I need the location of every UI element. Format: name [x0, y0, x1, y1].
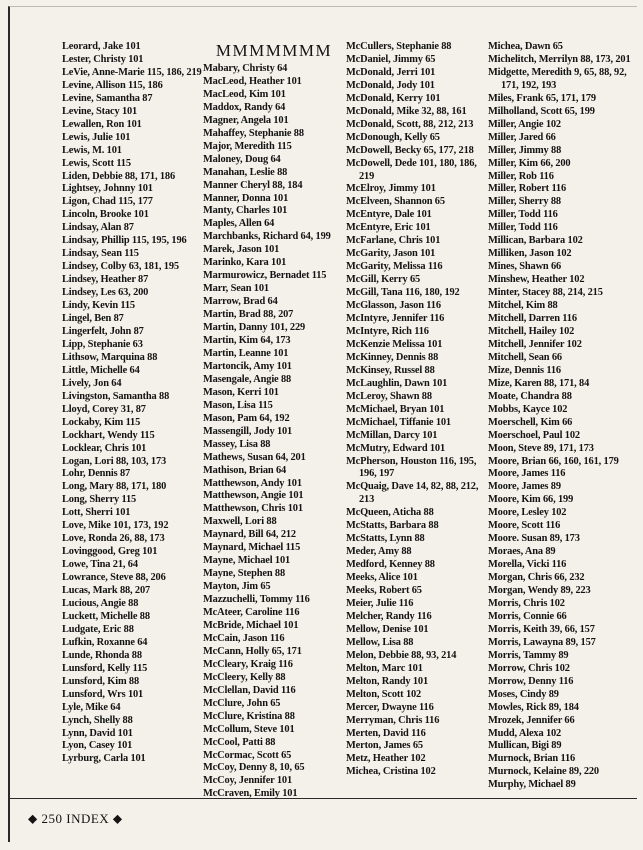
index-entry: Martin, Leanne 101 — [203, 347, 289, 359]
index-entry: Michea, Dawn 65 — [488, 41, 563, 52]
index-entry: Magner, Angela 101 — [203, 114, 289, 126]
index-entry: McKenzie Melissa 101 — [346, 338, 443, 350]
index-entry: Mitchel, Kim 88 — [488, 300, 558, 312]
index-entry: McGarity, Jason 101 — [346, 248, 436, 260]
index-entry: Lott, Sherri 101 — [62, 507, 131, 519]
index-entry: Merten, David 116 — [346, 727, 426, 739]
page-footer — [28, 810, 123, 827]
index-entry: Marrow, Brad 64 — [203, 296, 278, 308]
index-entry: McQuaig, Dave 14, 82, 88, 212, 213 — [346, 481, 479, 506]
index-entry: Martoncik, Amy 101 — [203, 360, 292, 372]
index-entry: Miller, Jared 66 — [488, 131, 556, 143]
index-entry: Mize, Karen 88, 171, 84 — [488, 377, 590, 389]
index-entry: Morris, Chris 102 — [488, 597, 565, 609]
index-entry: McFarlane, Chris 101 — [346, 235, 441, 247]
index-entry: Lohr, Dennis 87 — [62, 468, 131, 480]
index-entry: Levine, Samantha 87 — [62, 92, 153, 104]
index-entry: Mabary, Christy 64 — [203, 63, 288, 74]
index-entry: McCleery, Kelly 88 — [203, 671, 286, 683]
index-entry: Ligon, Chad 115, 177 — [62, 196, 153, 208]
index-entry: Moon, Steve 89, 171, 173 — [488, 442, 594, 454]
index-entry: McCann, Holly 65, 171 — [203, 645, 302, 657]
index-entry: McStatts, Barbara 88 — [346, 520, 439, 532]
index-entry: Mason, Kerri 101 — [203, 386, 279, 398]
index-entry: Lindy, Kevin 115 — [62, 300, 135, 312]
index-entry: Martin, Kim 64, 173 — [203, 335, 291, 347]
index-entry: McStatts, Lynn 88 — [346, 533, 425, 545]
index-entry: Mayton, Jim 65 — [203, 581, 271, 593]
index-entry: Miller, Angie 102 — [488, 118, 561, 130]
index-entry: McBride, Michael 101 — [203, 619, 299, 631]
index-entry: Maynard, Michael 115 — [203, 542, 301, 554]
index-entry: Lyrburg, Carla 101 — [62, 753, 146, 765]
index-entry: McDonald, Jody 101 — [346, 79, 435, 91]
index-entry: Meier, Julie 116 — [346, 597, 414, 609]
index-entry: Lindsey, Les 63, 200 — [62, 287, 149, 299]
index-entry: Manner, Donna 101 — [203, 192, 289, 204]
index-entry: McCollum, Steve 101 — [203, 723, 295, 735]
index-entry: Lunsford, Wrs 101 — [62, 688, 144, 700]
index-entry: Masengale, Angie 88 — [203, 373, 292, 385]
index-entry: Morgan, Wendy 89, 223 — [488, 585, 591, 597]
index-entry: Melton, Marc 101 — [346, 662, 423, 674]
index-entry: Levine, Stacy 101 — [62, 105, 138, 117]
index-entry: Mullican, Bigi 89 — [488, 740, 562, 752]
index-entry: McLeroy, Shawn 88 — [346, 390, 432, 402]
index-entry: Maddox, Randy 64 — [203, 101, 286, 113]
index-entry: Melton, Scott 102 — [346, 688, 422, 700]
index-entry: Mitchell, Jennifer 102 — [488, 338, 582, 350]
index-entry: Lloyd, Corey 31, 87 — [62, 403, 146, 415]
index-entry: Mitchell, Sean 66 — [488, 351, 562, 363]
index-entry: Maples, Allen 64 — [203, 218, 275, 230]
index-entry: Martin, Brad 88, 207 — [203, 309, 294, 321]
footer-rule — [10, 798, 637, 799]
index-entry: Moore. Susan 89, 173 — [488, 533, 580, 545]
index-entry: Lunsford, Kelly 115 — [62, 662, 148, 674]
index-entry: Mellow, Denise 101 — [346, 623, 429, 635]
index-entry: McAteer, Caroline 116 — [203, 607, 300, 619]
index-entry: Lindsey, Heather 87 — [62, 274, 149, 286]
index-entry: Lyon, Casey 101 — [62, 740, 133, 752]
index-entry: McPherson, Houston 116, 195, 196, 197 — [346, 455, 477, 480]
index-entry: Michea, Cristina 102 — [346, 766, 436, 778]
section-heading: MMMMMMM — [215, 41, 333, 60]
index-entry: Miller, Todd 116 — [488, 222, 558, 234]
index-column-1 — [62, 41, 204, 766]
index-entry: McCraven, Emily 101 — [203, 788, 298, 800]
index-entry: Major, Meredith 115 — [203, 140, 292, 152]
index-entry: Love, Mike 101, 173, 192 — [62, 520, 169, 532]
index-entry: McCool, Patti 88 — [203, 736, 276, 748]
index-entry: Mercer, Dwayne 116 — [346, 701, 434, 713]
index-entry: Maynard, Bill 64, 212 — [203, 529, 296, 541]
index-entry: Logan, Lori 88, 103, 173 — [62, 455, 167, 467]
index-entry: Lufkin, Roxanne 64 — [62, 636, 148, 648]
index-entry: McMillan, Darcy 101 — [346, 429, 438, 441]
index-entry: McClellan, David 116 — [203, 684, 296, 696]
index-entry: Lynch, Shelly 88 — [62, 714, 133, 726]
index-entry: Lunde, Rhonda 88 — [62, 649, 142, 661]
index-entry: McGlasson, Jason 116 — [346, 300, 441, 312]
index-entry: Milholland, Scott 65, 199 — [488, 105, 595, 117]
index-entry: Meder, Amy 88 — [346, 546, 412, 558]
index-entry: Mitchell, Hailey 102 — [488, 325, 575, 337]
index-entry: Mason, Pam 64, 192 — [203, 412, 290, 424]
index-entry: McDaniel, Jimmy 65 — [346, 53, 436, 65]
index-entry: Miller, Kim 66, 200 — [488, 157, 571, 169]
index-entry: Manty, Charles 101 — [203, 205, 288, 217]
index-entry: McEntyre, Eric 101 — [346, 222, 431, 234]
index-entry: Lightsey, Johnny 101 — [62, 183, 153, 195]
index-entry: Moore, Lesley 102 — [488, 507, 567, 519]
index-entry: Lewis, M. 101 — [62, 144, 122, 156]
index-entry: Morris, Keith 39, 66, 157 — [488, 623, 595, 635]
page-number: 250 — [41, 811, 63, 827]
index-entry: Miles, Frank 65, 171, 179 — [488, 92, 596, 104]
index-entry: McIntyre, Rich 116 — [346, 325, 429, 337]
index-entry: Murnock, Kelaine 89, 220 — [488, 766, 599, 778]
index-entry: Miller, Sherry 88 — [488, 196, 561, 208]
index-entry: McDowell, Becky 65, 177, 218 — [346, 144, 474, 156]
index-entry: Metz, Heather 102 — [346, 753, 426, 765]
footer-label: INDEX — [66, 811, 110, 827]
index-entry: Morris, Lawayna 89, 157 — [488, 636, 596, 648]
index-entry: Lincoln, Brooke 101 — [62, 209, 149, 221]
index-entry: Maloney, Doug 64 — [203, 153, 281, 165]
index-entry: Morgan, Chris 66, 232 — [488, 572, 585, 584]
index-entry: Lowrance, Steve 88, 206 — [62, 572, 166, 584]
index-entry: Mobbs, Kayce 102 — [488, 403, 568, 415]
index-entry: McIntyre, Jennifer 116 — [346, 313, 445, 325]
index-entry: Morris, Connie 66 — [488, 610, 567, 622]
index-entry: McLaughlin, Dawn 101 — [346, 377, 448, 389]
index-entry: Lindsey, Colby 63, 181, 195 — [62, 261, 179, 273]
index-entry: Michelitch, Merrilyn 88, 173, 201 — [488, 53, 631, 65]
index-entry: Lucas, Mark 88, 207 — [62, 585, 151, 597]
index-entry: Lipp, Stephanie 63 — [62, 338, 143, 350]
index-entry: Mrozek, Jennifer 66 — [488, 714, 575, 726]
index-entry: Liden, Debbie 88, 171, 186 — [62, 170, 176, 182]
index-entry: McGarity, Melissa 116 — [346, 261, 443, 273]
index-entry: Massey, Lisa 88 — [203, 438, 271, 450]
index-entry: Leorard, Jake 101 — [62, 41, 141, 52]
index-entry: Marchbanks, Richard 64, 199 — [203, 231, 331, 243]
index-entry: Levine, Allison 115, 186 — [62, 79, 163, 91]
index-entry: Mitchell, Darren 116 — [488, 313, 577, 325]
index-entry: Mathews, Susan 64, 201 — [203, 451, 306, 463]
index-entry: Matthewson, Andy 101 — [203, 477, 302, 489]
index-entry: Mason, Lisa 115 — [203, 399, 273, 411]
index-entry: Mines, Shawn 66 — [488, 261, 562, 273]
diamond-icon: ◆ — [28, 811, 38, 826]
index-entry: Lockaby, Kim 115 — [62, 416, 141, 428]
index-entry: Moore, James 89 — [488, 481, 561, 493]
index-entry: McElveen, Shannon 65 — [346, 196, 445, 208]
index-entry: Miller, Robert 116 — [488, 183, 567, 195]
index-entry: Melton, Randy 101 — [346, 675, 429, 687]
index-entry: McCleary, Kraig 116 — [203, 658, 293, 670]
index-entry: Melon, Debbie 88, 93, 214 — [346, 649, 457, 661]
index-entry: Moate, Chandra 88 — [488, 390, 572, 402]
index-entry: Moerschoel, Paul 102 — [488, 429, 580, 441]
index-entry: Minshew, Heather 102 — [488, 274, 585, 286]
index-entry: McMichael, Bryan 101 — [346, 403, 445, 415]
index-entry: Lewallen, Ron 101 — [62, 118, 142, 130]
index-entry: Manner Cheryl 88, 184 — [203, 179, 303, 191]
index-entry: Murphy, Michael 89 — [488, 779, 576, 791]
index-entry: Meeks, Alice 101 — [346, 572, 418, 584]
index-entry: Morrow, Denny 116 — [488, 675, 574, 687]
index-entry: McCoy, Denny 8, 10, 65 — [203, 762, 305, 774]
index-entry: Melcher, Randy 116 — [346, 610, 432, 622]
index-entry: McMichael, Tiffanie 101 — [346, 416, 451, 428]
index-entry: Lowe, Tina 21, 64 — [62, 559, 138, 571]
index-entry: McDonald, Mike 32, 88, 161 — [346, 105, 467, 117]
index-entry: Moore, Brian 66, 160, 161, 179 — [488, 455, 619, 467]
index-entry: MacLeod, Kim 101 — [203, 88, 286, 100]
index-entry: Moses, Cindy 89 — [488, 688, 559, 700]
index-entry: Moraes, Ana 89 — [488, 546, 556, 558]
index-entry: Mellow, Lisa 88 — [346, 636, 414, 648]
index-entry: McElroy, Jimmy 101 — [346, 183, 436, 195]
index-entry: Lingel, Ben 87 — [62, 313, 124, 325]
index-entry: Lovinggood, Greg 101 — [62, 546, 158, 558]
index-entry: Mayne, Stephen 88 — [203, 568, 286, 580]
index-entry: McGill, Kerry 65 — [346, 274, 421, 286]
index-entry: McDonald, Jerri 101 — [346, 66, 436, 78]
index-entry: McClure, John 65 — [203, 697, 281, 709]
index-entry: Lynn, David 101 — [62, 727, 133, 739]
index-entry: McCormac, Scott 65 — [203, 749, 292, 761]
index-entry: Livingston, Samantha 88 — [62, 390, 170, 402]
index-entry: Lindsay, Sean 115 — [62, 248, 139, 260]
index-entry: McCullers, Stephanie 88 — [346, 41, 452, 52]
index-entry: McMutry, Edward 101 — [346, 442, 446, 454]
index-entry: Meeks, Robert 65 — [346, 585, 422, 597]
index-entry: Locklear, Chris 101 — [62, 442, 147, 454]
index-entry: Lively, Jon 64 — [62, 377, 122, 389]
index-entry: Moerschell, Kim 66 — [488, 416, 573, 428]
index-entry: Moore, James 116 — [488, 468, 566, 480]
index-entry: Marinko, Kara 101 — [203, 257, 287, 269]
diamond-icon: ◆ — [112, 811, 123, 826]
index-entry: McEntyre, Dale 101 — [346, 209, 432, 221]
index-entry: MacLeod, Heather 101 — [203, 75, 302, 87]
index-entry: Lunsford, Kim 88 — [62, 675, 139, 687]
index-entry: Matthewson, Chris 101 — [203, 503, 303, 515]
index-entry: Long, Sherry 115 — [62, 494, 137, 506]
index-entry: Maxwell, Lori 88 — [203, 516, 277, 528]
index-columns — [60, 41, 640, 800]
index-entry: Morrow, Chris 102 — [488, 662, 570, 674]
index-entry: McDonald, Kerry 101 — [346, 92, 441, 104]
index-entry: Marek, Jason 101 — [203, 244, 280, 256]
index-entry: Mahaffey, Stephanie 88 — [203, 127, 304, 139]
index-entry: Mayne, Michael 101 — [203, 555, 291, 567]
index-entry: Merton, James 65 — [346, 740, 423, 752]
index-entry: McDonald, Scott, 88, 212, 213 — [346, 118, 474, 130]
index-entry: Murnock, Brian 116 — [488, 753, 576, 765]
index-column-3 — [346, 41, 488, 779]
index-entry: McClure, Kristina 88 — [203, 710, 295, 722]
index-entry: McGill, Tana 116, 180, 192 — [346, 287, 460, 299]
index-entry: McCoy, Jennifer 101 — [203, 775, 293, 787]
index-entry: McDonough, Kelly 65 — [346, 131, 440, 143]
index-entry: Morella, Vicki 116 — [488, 559, 567, 571]
index-entry: Medford, Kenney 88 — [346, 559, 435, 571]
index-entry: Long, Mary 88, 171, 180 — [62, 481, 167, 493]
index-entry: Ludgate, Eric 88 — [62, 623, 134, 635]
index-entry: Lewis, Scott 115 — [62, 157, 131, 169]
index-entry: Manahan, Leslie 88 — [203, 166, 288, 178]
index-entry: Midgette, Meredith 9, 65, 88, 92, 171, 192, 193 — [488, 66, 627, 91]
index-entry: Mazzuchelli, Tommy 116 — [203, 594, 310, 606]
index-entry: McCain, Jason 116 — [203, 632, 285, 644]
index-column-4 — [488, 41, 640, 792]
index-entry: Lithsow, Marquina 88 — [62, 351, 158, 363]
index-entry: Lindsay, Alan 87 — [62, 222, 134, 234]
index-entry: Minter, Stacey 88, 214, 215 — [488, 287, 603, 299]
index-entry: Morris, Tammy 89 — [488, 649, 569, 661]
index-entry: Milliken, Jason 102 — [488, 248, 572, 260]
index-entry: LeVie, Anne-Marie 115, 186, 219 — [62, 66, 202, 78]
index-entry: Matthewson, Angie 101 — [203, 490, 304, 502]
index-entry: Mize, Dennis 116 — [488, 364, 561, 376]
index-entry: Little, Michelle 64 — [62, 364, 140, 376]
index-column-2 — [203, 41, 345, 801]
index-entry: Lester, Christy 101 — [62, 53, 144, 65]
index-entry: Lyle, Mike 64 — [62, 701, 121, 713]
index-entry: Lingerfelt, John 87 — [62, 325, 144, 337]
index-entry: Mowles, Rick 89, 184 — [488, 701, 579, 713]
index-entry: Millican, Barbara 102 — [488, 235, 583, 247]
index-entry: Miller, Jimmy 88 — [488, 144, 562, 156]
index-entry: Mudd, Alexa 102 — [488, 727, 562, 739]
index-entry: Martin, Danny 101, 229 — [203, 322, 306, 334]
index-entry: Lindsay, Phillip 115, 195, 196 — [62, 235, 187, 247]
index-entry: McQueen, Aticha 88 — [346, 507, 434, 519]
index-entry: Luckett, Michelle 88 — [62, 610, 150, 622]
index-entry: Merryman, Chris 116 — [346, 714, 440, 726]
index-entry: Lewis, Julie 101 — [62, 131, 131, 143]
index-entry: Marr, Sean 101 — [203, 283, 269, 295]
index-entry: Moore, Kim 66, 199 — [488, 494, 574, 506]
index-entry: Mathison, Brian 64 — [203, 464, 287, 476]
index-entry: Love, Ronda 26, 88, 173 — [62, 533, 165, 545]
index-entry: McKinney, Dennis 88 — [346, 351, 439, 363]
index-entry: Lucious, Angie 88 — [62, 597, 139, 609]
index-entry: Massengill, Jody 101 — [203, 425, 293, 437]
index-entry: McKinsey, Russel 88 — [346, 364, 435, 376]
index-entry: Marmurowicz, Bernadet 115 — [203, 270, 327, 282]
index-entry: Lockhart, Wendy 115 — [62, 429, 155, 441]
index-entry: Miller, Todd 116 — [488, 209, 558, 221]
index-entry: Miller, Rob 116 — [488, 170, 554, 182]
index-entry: McDowell, Dede 101, 180, 186, 219 — [346, 157, 477, 182]
index-entry: Moore, Scott 116 — [488, 520, 561, 532]
